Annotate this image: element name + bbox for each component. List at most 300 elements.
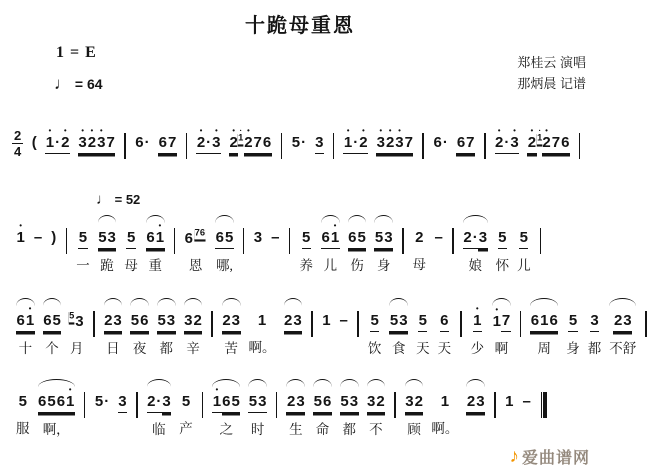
note-digit: • 2	[87, 127, 96, 154]
note-digit: 3	[118, 386, 127, 413]
note-digit: • 1	[330, 222, 339, 249]
lyric-text: 夜	[132, 341, 147, 356]
octave-dot	[343, 305, 345, 312]
note-cell	[184, 215, 207, 272]
note-digit: • 1	[16, 221, 25, 246]
slur-arc	[321, 215, 340, 223]
note-cell	[299, 215, 313, 272]
octave-dot	[160, 305, 162, 312]
note-digit: 3	[590, 305, 599, 332]
note-digit: • 1	[343, 127, 352, 154]
octave-dot	[353, 386, 355, 393]
lyric-text: 啊。	[248, 340, 276, 355]
octave-dot	[506, 127, 508, 134]
note-digit: 5	[370, 305, 379, 332]
note-digit: 5	[231, 386, 240, 413]
note-digit: • 2	[542, 127, 551, 154]
lyric-text: 都	[342, 422, 356, 437]
lyric-text: 怀	[495, 258, 510, 273]
note-digit: • 2	[196, 127, 205, 154]
octave-dot	[418, 386, 420, 393]
octave-dot	[295, 127, 297, 134]
octave-dot	[505, 305, 507, 312]
octave-dot: •	[346, 126, 350, 135]
octave-dot	[378, 222, 380, 229]
octave-dot	[46, 305, 48, 312]
note-cell	[413, 215, 427, 271]
note-cell	[566, 298, 580, 355]
note-digit: 5	[498, 222, 507, 249]
note-digit: 6	[321, 222, 330, 249]
lyric-text: 身	[376, 258, 391, 273]
barline	[520, 311, 522, 337]
slur-arc	[374, 215, 393, 223]
note-cell	[196, 120, 221, 177]
note-cell	[16, 379, 30, 435]
note-digit: 5	[52, 305, 61, 332]
note-digit: 6	[323, 386, 332, 413]
lyric-text: 苦	[224, 341, 238, 356]
octave-dot	[593, 305, 595, 312]
octave-dot	[234, 386, 236, 393]
note-cell	[348, 215, 367, 272]
note-cell	[76, 215, 90, 272]
octave-dot	[158, 386, 160, 393]
lyric-text	[291, 337, 294, 355]
note-digit: 5	[291, 127, 300, 153]
performer-credit: 郑桂云 演唱	[517, 55, 586, 70]
note-digit: 5	[94, 386, 103, 412]
note-cell	[249, 298, 276, 354]
octave-dot	[479, 386, 481, 393]
note-cell	[431, 379, 458, 435]
lyric-text	[508, 417, 511, 435]
barline	[333, 133, 335, 159]
lyric-text	[393, 159, 396, 177]
octave-dot	[188, 223, 190, 230]
slur-arc	[609, 298, 636, 306]
music-symbol: –	[339, 305, 348, 331]
octave-dot: •	[158, 221, 162, 230]
note-digit: • 1	[45, 127, 54, 154]
note-digit: 5	[78, 222, 87, 249]
lyric-text: 都	[587, 341, 602, 356]
note-digit: 5	[313, 386, 322, 413]
note-digit: 7	[167, 127, 176, 154]
lyric-text: 一	[76, 258, 90, 273]
note-cell	[492, 298, 511, 355]
note-digit: • 1	[25, 305, 34, 332]
note-cell	[69, 298, 84, 355]
music-symbol: ·	[206, 127, 212, 154]
octave-dot	[355, 127, 357, 134]
lyric-text	[95, 159, 98, 177]
barline	[186, 133, 188, 159]
octave-dot	[22, 386, 24, 393]
octave-dot	[422, 305, 424, 312]
note-digit: 7	[551, 127, 560, 154]
lyric-text: 生	[289, 422, 303, 437]
octave-dot: •	[232, 126, 236, 135]
octave-dot	[408, 127, 410, 134]
octave-dot	[302, 127, 304, 134]
octave-dot	[261, 386, 263, 393]
octave-dot	[41, 386, 43, 393]
lyric-text: 啊。	[431, 421, 459, 436]
barline	[174, 228, 176, 254]
note-cell	[98, 215, 117, 272]
lyric-text: 顾	[407, 422, 421, 437]
note-digit: • 1	[492, 305, 501, 330]
music-symbol: –	[434, 222, 443, 248]
note-cell	[340, 379, 359, 436]
barline	[281, 133, 283, 159]
lyric-text: 啊	[494, 341, 509, 356]
note-digit: 2	[284, 305, 293, 332]
lyric-text	[166, 159, 169, 177]
note-digit: 6	[222, 386, 231, 413]
note-cell	[215, 215, 234, 272]
note-cell	[94, 379, 109, 435]
note-digit: 5	[418, 305, 427, 332]
octave-dot	[393, 305, 395, 312]
note-cell	[291, 120, 306, 176]
tempo-marking-2	[96, 191, 140, 208]
note-digit: 5	[98, 222, 107, 249]
octave-dot	[50, 386, 52, 393]
octave-dot	[82, 222, 84, 229]
octave-dot	[626, 305, 628, 312]
note-digit: 2	[286, 386, 295, 413]
octave-dot	[185, 386, 187, 393]
slur-arc	[405, 379, 424, 387]
note-cell	[368, 298, 382, 355]
octave-dot	[379, 386, 381, 393]
octave-dot: •	[81, 126, 84, 135]
note-cell	[527, 120, 570, 177]
octave-dot	[56, 305, 58, 312]
note-digit: 2	[414, 386, 423, 413]
barline	[460, 311, 462, 337]
note-digit: 3	[231, 305, 240, 332]
lyric-text	[325, 336, 328, 354]
note-cell	[496, 215, 510, 272]
music-symbol: ·	[353, 127, 359, 154]
music-symbol: –	[271, 222, 280, 248]
slur-arc	[367, 379, 386, 387]
octave-dot	[437, 127, 439, 134]
octave-dot	[387, 222, 389, 229]
quarter-note-icon: ♩	[54, 74, 71, 93]
note-digit: 5	[357, 222, 366, 249]
note-cell	[495, 120, 520, 177]
barline	[66, 228, 68, 254]
lyric-text: 重	[148, 258, 162, 273]
note-cell	[284, 298, 303, 355]
lyric-text: 饮	[367, 341, 382, 356]
octave-dot	[543, 305, 545, 312]
note-cell	[416, 298, 430, 355]
note-digit: 3	[253, 222, 262, 248]
lyric-text	[52, 253, 55, 271]
octave-dot	[20, 305, 22, 312]
music-symbol: ·	[301, 127, 307, 153]
octave-dot	[138, 127, 140, 134]
note-digit: • 1	[473, 305, 482, 332]
note-digit: • 2	[359, 127, 368, 154]
lyric-text	[464, 159, 467, 177]
lyric-text: 母	[124, 258, 138, 273]
note-digit: 6	[43, 305, 52, 332]
slur-arc	[284, 298, 303, 306]
barline	[211, 311, 213, 337]
lyric-text: 天	[437, 341, 452, 356]
note-digit: • 2	[495, 127, 504, 154]
octave-dot	[107, 305, 109, 312]
time-signature-denominator: 4	[14, 144, 22, 159]
note-cell	[434, 215, 443, 271]
lyric-text	[207, 159, 210, 177]
octave-dot: •	[48, 126, 52, 135]
note-cell	[135, 120, 150, 176]
note-digit: 6	[184, 223, 193, 249]
note-digit: 2	[147, 386, 156, 413]
octave-dot	[257, 222, 259, 229]
note-digit: • 1	[66, 386, 75, 413]
lyric-text: 十	[18, 341, 33, 356]
note-digit: 2	[193, 305, 202, 332]
octave-dot: •	[333, 221, 337, 230]
octave-dot	[305, 222, 307, 229]
slur-arc	[146, 215, 165, 223]
note-digit: • 3	[78, 127, 87, 154]
notation-line-1	[0, 120, 600, 177]
note-cell	[588, 298, 602, 355]
octave-dot: •	[398, 126, 401, 135]
music-note-icon: ♪	[509, 445, 519, 467]
note-cell	[16, 215, 25, 271]
octave-dot	[257, 127, 259, 134]
lyric-text	[56, 159, 59, 177]
lyric-text	[19, 253, 22, 271]
music-symbol: ·	[504, 127, 510, 154]
note-digit: • 2	[527, 127, 536, 154]
octave-dot	[170, 305, 172, 312]
notation-line-4	[0, 379, 600, 436]
barline	[540, 228, 542, 254]
site-watermark[interactable]	[509, 445, 590, 468]
note-cell	[389, 298, 408, 355]
lyric-text	[141, 158, 144, 176]
octave-dot	[361, 222, 363, 229]
lyric-text: 身	[566, 341, 580, 356]
note-cell	[343, 120, 368, 177]
lyric-text	[33, 158, 36, 176]
lyric-text: 辛	[186, 341, 200, 356]
octave-dot: •	[214, 126, 218, 135]
note-digit: 3	[315, 127, 324, 154]
lyric-text	[274, 253, 277, 271]
note-cell	[248, 379, 267, 436]
note-digit: 7	[501, 305, 510, 332]
octave-dot	[98, 386, 100, 393]
note-digit: 1	[540, 305, 549, 332]
note-digit: 5	[130, 305, 139, 332]
note-digit: 3	[349, 386, 358, 413]
octave-dot	[572, 305, 574, 312]
lyric-text: 娘	[468, 258, 482, 273]
note-digit: 3	[296, 386, 305, 413]
slur-arc	[222, 298, 241, 306]
barline	[357, 311, 359, 337]
octave-dot	[274, 222, 276, 229]
note-digit: 2	[222, 305, 231, 332]
note-digit: 6	[135, 127, 144, 153]
slur-arc	[16, 298, 35, 306]
lyric-text	[525, 417, 528, 435]
octave-dot	[523, 222, 525, 229]
note-cell	[184, 298, 203, 355]
note-cell	[466, 379, 485, 436]
note-digit: 1	[505, 386, 514, 412]
octave-dot	[287, 305, 289, 312]
lyric-text	[297, 158, 300, 176]
note-cell	[313, 379, 332, 436]
note-cell	[31, 120, 37, 176]
octave-dot	[60, 386, 62, 393]
lyric-text	[474, 418, 477, 436]
note-cell	[530, 298, 558, 355]
octave-dot	[474, 222, 476, 229]
lyric-text	[256, 253, 259, 271]
octave-dot	[438, 222, 440, 229]
note-digit: • 2	[229, 127, 238, 154]
octave-dot	[326, 386, 328, 393]
note-digit: 6	[440, 305, 449, 332]
music-symbol: (	[31, 127, 37, 153]
barline	[394, 392, 396, 418]
note-digit: 5	[157, 305, 166, 332]
octave-dot	[351, 222, 353, 229]
lyric-text	[437, 253, 440, 271]
octave-dot	[225, 386, 227, 393]
note-digit: 6	[146, 222, 155, 249]
note-digit: • 1	[155, 222, 164, 249]
slur-arc	[215, 215, 234, 223]
note-cell	[505, 379, 514, 435]
note-digit: 6	[549, 305, 558, 332]
note-digit: 5	[519, 222, 528, 249]
lyric-text: 儿	[517, 258, 531, 273]
lyric-text: 儿	[323, 258, 338, 273]
note-cell	[222, 298, 241, 355]
note-digit: 5	[302, 222, 311, 249]
octave-dot	[187, 305, 189, 312]
lyric-text: 之	[219, 422, 234, 437]
slur-arc	[463, 215, 488, 223]
note-digit: 5	[47, 386, 56, 413]
note-cell	[374, 215, 393, 272]
lyric-text	[354, 159, 357, 177]
octave-dot	[443, 305, 445, 312]
barline	[579, 133, 581, 159]
octave-dot: •	[497, 126, 501, 135]
octave-dot	[208, 127, 210, 134]
octave-dot: •	[475, 304, 479, 313]
note-digit: 6	[56, 386, 65, 413]
note-cell	[130, 298, 149, 355]
note-digit: 6	[140, 305, 149, 332]
octave-dot	[143, 305, 145, 312]
note-cell	[376, 120, 413, 177]
slur-arc	[104, 298, 123, 306]
slur-arc	[466, 379, 485, 387]
lyric-text	[505, 159, 508, 177]
octave-dot	[225, 305, 227, 312]
grace-note: 76	[195, 223, 206, 240]
note-cell	[124, 215, 138, 272]
octave-dot	[460, 127, 462, 134]
lyric-text: 不舒	[609, 341, 637, 356]
music-symbol: )	[51, 222, 57, 248]
octave-dot: •	[530, 126, 534, 135]
octave-dot	[444, 127, 446, 134]
octave-dot	[508, 386, 510, 393]
note-cell	[104, 298, 123, 355]
note-cell	[322, 298, 331, 354]
note-digit: 3	[367, 386, 376, 413]
octave-dot	[110, 127, 112, 134]
grace-note: 5	[69, 306, 75, 323]
lyric-text: 服	[16, 421, 30, 436]
music-symbol: –	[522, 386, 531, 412]
note-digit: 3	[166, 305, 175, 332]
octave-dot	[444, 386, 446, 393]
octave-dot: •	[545, 126, 548, 135]
octave-dot	[53, 222, 55, 229]
notation-line-3	[0, 298, 637, 356]
octave-dot: •	[246, 126, 250, 135]
slur-arc	[340, 379, 359, 387]
note-cell	[33, 215, 42, 271]
octave-dot	[374, 305, 376, 312]
note-cell	[315, 120, 324, 177]
note-digit: 6	[262, 127, 271, 154]
note-digit: 5	[224, 222, 233, 249]
octave-dot: •	[379, 126, 383, 135]
barline	[484, 133, 486, 159]
octave-dot: •	[19, 221, 23, 230]
notation-score	[0, 102, 637, 437]
barline	[276, 392, 278, 418]
barline	[311, 311, 313, 337]
slur-arc	[98, 215, 117, 223]
slur-arc	[348, 215, 367, 223]
time-signature-numerator: 2	[14, 128, 22, 143]
slur-arc	[313, 379, 332, 387]
octave-dot	[266, 127, 268, 134]
music-symbol: ·	[156, 386, 162, 413]
octave-dot	[106, 386, 108, 393]
note-cell	[212, 379, 240, 436]
octave-dot	[290, 386, 292, 393]
octave-dot	[617, 305, 619, 312]
lyric-text: 临	[152, 422, 166, 437]
note-digit: • 2	[385, 127, 394, 154]
octave-dot	[219, 222, 221, 229]
credits	[517, 52, 586, 94]
time-signature	[12, 129, 23, 158]
